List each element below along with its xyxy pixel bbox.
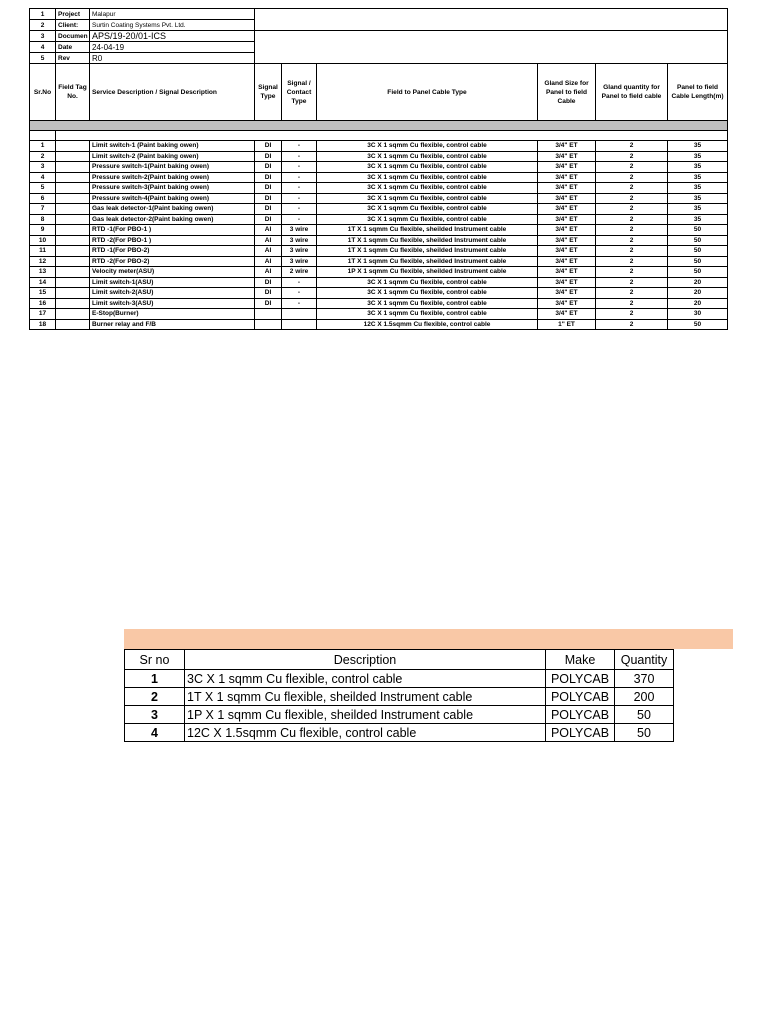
row-field-tag (56, 309, 90, 320)
schedule-row (30, 246, 728, 257)
row-description: Pressure switch-1(Paint baking owen) (90, 162, 255, 173)
meta-label: Client: (56, 20, 90, 31)
bom-row (125, 724, 674, 742)
row-field-tag (56, 277, 90, 288)
row-cable-type: 1T X 1 sqmm Cu flexible, sheilded Instrument cable (317, 225, 538, 236)
blank-cell (56, 131, 728, 141)
row-gland-qty: 2 (596, 141, 668, 152)
row-gland-size: 3/4" ET (538, 193, 596, 204)
row-cable-type: 3C X 1 sqmm Cu flexible, control cable (317, 172, 538, 183)
row-description: RTD -1(For PBO-1 ) (90, 225, 255, 236)
row-gland-qty: 2 (596, 319, 668, 330)
row-cable-type: 3C X 1 sqmm Cu flexible, control cable (317, 204, 538, 215)
row-gland-qty: 2 (596, 235, 668, 246)
row-description: E-Stop(Burner) (90, 309, 255, 320)
row-contact-type: 3 wire (282, 235, 317, 246)
row-srno: 4 (30, 172, 56, 183)
row-contact-type: 2 wire (282, 267, 317, 278)
row-gland-size: 3/4" ET (538, 183, 596, 194)
row-contact-type (282, 309, 317, 320)
row-description: Pressure switch-2(Paint baking owen) (90, 172, 255, 183)
row-gland-size: 3/4" ET (538, 298, 596, 309)
header-service-description: Service Description / Signal Description (90, 64, 255, 121)
row-field-tag (56, 193, 90, 204)
row-cable-length: 20 (668, 298, 728, 309)
bom-srno: 1 (125, 670, 185, 688)
bom-row (125, 670, 674, 688)
row-gland-size: 1" ET (538, 319, 596, 330)
row-description: Gas leak detector-1(Paint baking owen) (90, 204, 255, 215)
cable-schedule-table (29, 8, 728, 330)
row-cable-type: 1T X 1 sqmm Cu flexible, sheilded Instrument cable (317, 246, 538, 257)
schedule-row (30, 214, 728, 225)
schedule-row (30, 204, 728, 215)
header-signal-type: Signal Type (255, 64, 282, 121)
header-cable-length: Panel to field Cable Length(m) (668, 64, 728, 121)
row-cable-length: 50 (668, 246, 728, 257)
bom-header-description: Description (185, 650, 546, 670)
row-signal-type: DI (255, 288, 282, 299)
row-cable-type: 3C X 1 sqmm Cu flexible, control cable (317, 288, 538, 299)
row-cable-type: 1T X 1 sqmm Cu flexible, sheilded Instrument cable (317, 256, 538, 267)
meta-label: Documen (56, 31, 90, 42)
row-cable-type: 3C X 1 sqmm Cu flexible, control cable (317, 277, 538, 288)
row-cable-type: 3C X 1 sqmm Cu flexible, control cable (317, 298, 538, 309)
schedule-row (30, 193, 728, 204)
row-gland-size: 3/4" ET (538, 277, 596, 288)
bom-row (125, 706, 674, 724)
row-srno: 14 (30, 277, 56, 288)
header-contact-type: Signal / Contact Type (282, 64, 317, 121)
row-cable-length: 20 (668, 288, 728, 299)
meta-number: 3 (30, 31, 56, 42)
row-cable-length: 50 (668, 256, 728, 267)
row-gland-size: 3/4" ET (538, 141, 596, 152)
row-description: Pressure switch-3(Paint baking owen) (90, 183, 255, 194)
row-cable-length: 35 (668, 141, 728, 152)
bom-srno: 3 (125, 706, 185, 724)
bom-description: 1P X 1 sqmm Cu flexible, sheilded Instrument cable (185, 706, 546, 724)
bom-title-band (124, 629, 733, 649)
row-description: Burner relay and F/B (90, 319, 255, 330)
bom-row (125, 688, 674, 706)
row-contact-type: - (282, 204, 317, 215)
meta-label: Rev (56, 53, 90, 64)
row-contact-type: - (282, 183, 317, 194)
row-field-tag (56, 204, 90, 215)
row-contact-type: - (282, 151, 317, 162)
row-contact-type (282, 319, 317, 330)
header-field-tag: Field Tag No. (56, 64, 90, 121)
title-block-upper (255, 9, 728, 31)
row-gland-size: 3/4" ET (538, 162, 596, 173)
row-description: Limit switch-2(ASU) (90, 288, 255, 299)
row-cable-length: 35 (668, 214, 728, 225)
row-contact-type: - (282, 298, 317, 309)
row-contact-type: - (282, 214, 317, 225)
row-signal-type: DI (255, 204, 282, 215)
meta-value: Surtin Coating Systems Pvt. Ltd. (90, 20, 255, 31)
row-description: Limit switch-1 (Paint baking owen) (90, 141, 255, 152)
row-field-tag (56, 267, 90, 278)
row-contact-type: 3 wire (282, 246, 317, 257)
row-srno: 7 (30, 204, 56, 215)
row-contact-type: - (282, 141, 317, 152)
row-field-tag (56, 319, 90, 330)
title-block-lower (255, 31, 728, 64)
row-cable-length: 20 (668, 277, 728, 288)
row-field-tag (56, 183, 90, 194)
bom-header-row (125, 650, 674, 670)
row-contact-type: - (282, 288, 317, 299)
row-cable-type: 1T X 1 sqmm Cu flexible, sheilded Instrument cable (317, 235, 538, 246)
row-cable-type: 3C X 1 sqmm Cu flexible, control cable (317, 193, 538, 204)
row-srno: 17 (30, 309, 56, 320)
bom-srno: 4 (125, 724, 185, 742)
meta-label: Project (56, 9, 90, 20)
row-cable-type: 12C X 1.5sqmm Cu flexible, control cable (317, 319, 538, 330)
row-cable-length: 35 (668, 204, 728, 215)
row-srno: 5 (30, 183, 56, 194)
row-gland-qty: 2 (596, 288, 668, 299)
row-gland-qty: 2 (596, 309, 668, 320)
row-description: RTD -2(For PBO-1 ) (90, 235, 255, 246)
schedule-row (30, 288, 728, 299)
row-cable-type: 1P X 1 sqmm Cu flexible, sheilded Instrument cable (317, 267, 538, 278)
row-gland-qty: 2 (596, 151, 668, 162)
schedule-row (30, 151, 728, 162)
row-signal-type: AI (255, 225, 282, 236)
row-gland-qty: 2 (596, 246, 668, 257)
row-signal-type (255, 319, 282, 330)
row-signal-type (255, 309, 282, 320)
meta-value: Malapur (90, 9, 255, 20)
header-gland-qty: Gland quantity for Panel to field cable (596, 64, 668, 121)
row-gland-size: 3/4" ET (538, 267, 596, 278)
bom-description: 12C X 1.5sqmm Cu flexible, control cable (185, 724, 546, 742)
bom-quantity: 50 (615, 724, 674, 742)
schedule-header-row (30, 64, 728, 121)
row-signal-type: AI (255, 246, 282, 257)
row-description: RTD -1(For PBO-2) (90, 246, 255, 257)
row-gland-size: 3/4" ET (538, 309, 596, 320)
bom-srno: 2 (125, 688, 185, 706)
row-cable-type: 3C X 1 sqmm Cu flexible, control cable (317, 162, 538, 173)
row-gland-qty: 2 (596, 298, 668, 309)
bom-make: POLYCAB (546, 706, 615, 724)
row-field-tag (56, 151, 90, 162)
meta-value: 24-04-19 (90, 42, 255, 53)
bom-make: POLYCAB (546, 688, 615, 706)
row-srno: 11 (30, 246, 56, 257)
row-gland-size: 3/4" ET (538, 256, 596, 267)
row-signal-type: DI (255, 172, 282, 183)
meta-number: 2 (30, 20, 56, 31)
meta-row (30, 9, 728, 20)
schedule-row (30, 256, 728, 267)
row-gland-qty: 2 (596, 225, 668, 236)
row-gland-qty: 2 (596, 172, 668, 183)
row-cable-type: 3C X 1 sqmm Cu flexible, control cable (317, 214, 538, 225)
schedule-row (30, 172, 728, 183)
row-signal-type: AI (255, 235, 282, 246)
row-gland-qty: 2 (596, 162, 668, 173)
row-cable-type: 3C X 1 sqmm Cu flexible, control cable (317, 151, 538, 162)
row-signal-type: DI (255, 162, 282, 173)
grey-band-row (30, 121, 728, 131)
row-contact-type: 3 wire (282, 225, 317, 236)
header-gland-size: Gland Size for Panel to field Cable (538, 64, 596, 121)
row-cable-length: 35 (668, 151, 728, 162)
row-srno: 6 (30, 193, 56, 204)
bom-make: POLYCAB (546, 724, 615, 742)
row-srno: 10 (30, 235, 56, 246)
meta-row (30, 31, 728, 42)
row-gland-qty: 2 (596, 277, 668, 288)
row-gland-qty: 2 (596, 214, 668, 225)
schedule-row (30, 141, 728, 152)
row-cable-length: 35 (668, 162, 728, 173)
row-cable-type: 3C X 1 sqmm Cu flexible, control cable (317, 309, 538, 320)
schedule-row (30, 162, 728, 173)
row-field-tag (56, 298, 90, 309)
row-srno: 13 (30, 267, 56, 278)
row-signal-type: DI (255, 298, 282, 309)
row-contact-type: - (282, 162, 317, 173)
meta-number: 4 (30, 42, 56, 53)
row-gland-size: 3/4" ET (538, 151, 596, 162)
row-srno: 12 (30, 256, 56, 267)
row-description: RTD -2(For PBO-2) (90, 256, 255, 267)
row-srno: 3 (30, 162, 56, 173)
schedule-row (30, 298, 728, 309)
bom-header-srno: Sr no (125, 650, 185, 670)
meta-number: 1 (30, 9, 56, 20)
row-srno: 1 (30, 141, 56, 152)
bom-quantity: 200 (615, 688, 674, 706)
schedule-row (30, 235, 728, 246)
row-description: Gas leak detector-2(Paint baking owen) (90, 214, 255, 225)
schedule-row (30, 319, 728, 330)
row-gland-size: 3/4" ET (538, 288, 596, 299)
row-signal-type: DI (255, 151, 282, 162)
row-cable-length: 35 (668, 193, 728, 204)
row-srno: 18 (30, 319, 56, 330)
row-field-tag (56, 172, 90, 183)
row-gland-size: 3/4" ET (538, 235, 596, 246)
schedule-row (30, 277, 728, 288)
bom-quantity: 370 (615, 670, 674, 688)
schedule-row (30, 309, 728, 320)
row-srno: 2 (30, 151, 56, 162)
header-srno: Sr.No (30, 64, 56, 121)
bom-description: 1T X 1 sqmm Cu flexible, sheilded Instrument cable (185, 688, 546, 706)
row-srno: 15 (30, 288, 56, 299)
row-cable-length: 50 (668, 267, 728, 278)
row-cable-length: 50 (668, 235, 728, 246)
row-field-tag (56, 214, 90, 225)
row-contact-type: - (282, 172, 317, 183)
row-field-tag (56, 256, 90, 267)
meta-label: Date (56, 42, 90, 53)
row-field-tag (56, 162, 90, 173)
row-signal-type: DI (255, 141, 282, 152)
bom-quantity: 50 (615, 706, 674, 724)
row-signal-type: DI (255, 214, 282, 225)
row-description: Pressure switch-4(Paint baking owen) (90, 193, 255, 204)
row-gland-qty: 2 (596, 193, 668, 204)
row-description: Limit switch-2 (Paint baking owen) (90, 151, 255, 162)
header-cable-type: Field to Panel Cable Type (317, 64, 538, 121)
row-cable-length: 50 (668, 319, 728, 330)
row-signal-type: DI (255, 193, 282, 204)
meta-value: APS/19-20/01-ICS (90, 31, 255, 42)
row-signal-type: AI (255, 256, 282, 267)
bom-table (124, 649, 674, 742)
row-field-tag (56, 246, 90, 257)
row-field-tag (56, 141, 90, 152)
row-gland-qty: 2 (596, 204, 668, 215)
row-signal-type: DI (255, 183, 282, 194)
row-cable-length: 30 (668, 309, 728, 320)
grey-band (30, 121, 728, 131)
row-field-tag (56, 225, 90, 236)
row-cable-type: 3C X 1 sqmm Cu flexible, control cable (317, 183, 538, 194)
row-description: Limit switch-3(ASU) (90, 298, 255, 309)
row-srno: 16 (30, 298, 56, 309)
row-signal-type: AI (255, 267, 282, 278)
row-field-tag (56, 235, 90, 246)
row-contact-type: - (282, 277, 317, 288)
row-signal-type: DI (255, 277, 282, 288)
schedule-row (30, 267, 728, 278)
blank-cell (30, 131, 56, 141)
row-gland-qty: 2 (596, 256, 668, 267)
meta-value: R0 (90, 53, 255, 64)
schedule-row (30, 225, 728, 236)
row-srno: 8 (30, 214, 56, 225)
row-gland-size: 3/4" ET (538, 246, 596, 257)
row-gland-qty: 2 (596, 267, 668, 278)
row-contact-type: - (282, 193, 317, 204)
row-description: Limit switch-1(ASU) (90, 277, 255, 288)
blank-row (30, 131, 728, 141)
bom-description: 3C X 1 sqmm Cu flexible, control cable (185, 670, 546, 688)
row-cable-length: 35 (668, 172, 728, 183)
row-cable-length: 35 (668, 183, 728, 194)
row-field-tag (56, 288, 90, 299)
row-gland-size: 3/4" ET (538, 214, 596, 225)
schedule-row (30, 183, 728, 194)
bom-make: POLYCAB (546, 670, 615, 688)
meta-number: 5 (30, 53, 56, 64)
bom-header-quantity: Quantity (615, 650, 674, 670)
row-cable-length: 50 (668, 225, 728, 236)
row-srno: 9 (30, 225, 56, 236)
bom-header-make: Make (546, 650, 615, 670)
row-gland-size: 3/4" ET (538, 204, 596, 215)
row-contact-type: 3 wire (282, 256, 317, 267)
row-description: Velocity meter(ASU) (90, 267, 255, 278)
row-gland-qty: 2 (596, 183, 668, 194)
row-cable-type: 3C X 1 sqmm Cu flexible, control cable (317, 141, 538, 152)
row-gland-size: 3/4" ET (538, 172, 596, 183)
row-gland-size: 3/4" ET (538, 225, 596, 236)
